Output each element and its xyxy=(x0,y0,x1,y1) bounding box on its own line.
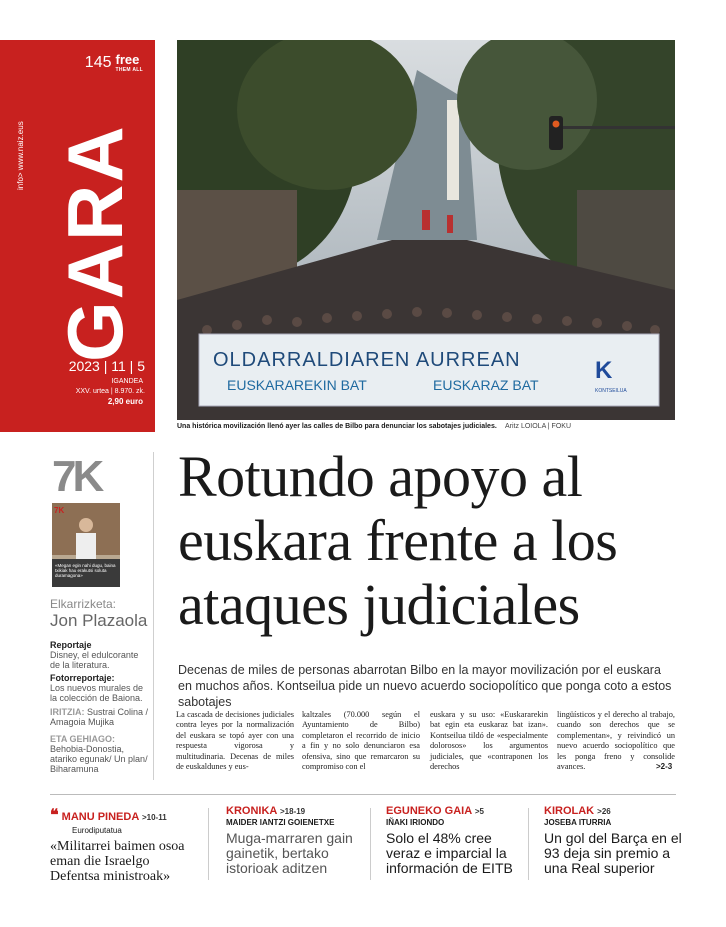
teaser-divider xyxy=(528,808,529,880)
teaser-page-ref: >18-19 xyxy=(280,807,306,816)
7k-logo[interactable]: 7K xyxy=(52,452,101,501)
sidebar-fotorreportaje[interactable] xyxy=(50,673,150,703)
main-subhead: Decenas de miles de personas abarrotan Bilbo en la mayor movilización por el euskara en muchos años. Kontseilua pide un nuevo acuerdo sociopolítico que ponga coto a estos sabotajes xyxy=(178,663,672,709)
sidebar-eta-text: Behobia-Donostia, atariko egunak/ Un plan/ Biharamuna xyxy=(50,744,148,774)
edition-info: XXV. urtea | 8.970. zk. xyxy=(75,388,145,395)
lead-photo xyxy=(177,40,675,420)
teaser-divider xyxy=(208,808,209,880)
article-column: La cascada de decisiones judiciales contra leyes por la normalización del euskara se topó ayer con una respuesta vigorosa y multitudinaria. Decenas de miles de euskaldunes y eus- xyxy=(176,710,294,772)
brand-logo: GARA xyxy=(51,124,139,362)
sidebar-fotorreportaje-title: Fotorreportaje: xyxy=(50,673,115,683)
cover-quote: «Megan egin nahi dugu, baina txikiak hau erakutsi soluta duramagona» xyxy=(55,563,116,578)
teaser-kicker: EGUNEKO GAIA xyxy=(386,805,472,817)
teaser-kicker: KRONIKA xyxy=(226,805,277,817)
teaser-headline: Un gol del Barça en el 93 deja sin premio a una Real superior xyxy=(544,830,682,876)
photo-caption: Una histórica movilización llenó ayer las calles de Bilbo para denunciar los sabotajes judiciales. xyxy=(177,423,497,430)
teaser-sub: MAIDER IANTZI GOIENETXE xyxy=(226,818,335,827)
masthead xyxy=(0,40,155,432)
main-headline[interactable]: Rotundo apoyo al euskara frente a los ataques judiciales xyxy=(178,444,618,637)
magazine-cover-thumbnail[interactable] xyxy=(52,503,120,587)
teaser-kronika[interactable] xyxy=(226,805,366,876)
photo-credit: Aritz LOIOLA | FOKU xyxy=(505,423,572,430)
quote-icon: ❝ xyxy=(50,807,59,824)
teaser-kicker: MANU PINEDA xyxy=(61,811,139,823)
kontseilua-logo-icon: K xyxy=(595,357,613,384)
banner-line2a: EUSKARAREKIN BAT xyxy=(227,377,367,393)
teaser-sub: JOSEBA ITURRIA xyxy=(544,818,612,827)
teaser-page-ref: >10-11 xyxy=(141,813,167,822)
page-jump-link[interactable]: >2-3 xyxy=(656,762,673,771)
teaser-sub: Eurodiputatua xyxy=(72,826,122,835)
teaser-kicker: KIROLAK xyxy=(544,805,595,817)
sidebar-reportaje-title: Reportaje xyxy=(50,640,92,650)
teaser-page-ref: >5 xyxy=(474,807,484,816)
teaser-eguneko-gaia[interactable] xyxy=(386,805,526,876)
free-label: free THEM ALL xyxy=(115,52,143,73)
teaser-page-ref: >26 xyxy=(597,807,611,816)
teaser-kirolak[interactable] xyxy=(544,805,684,876)
banner-line2b: EUSKARAZ BAT xyxy=(433,377,539,393)
weekday: IGANDEA xyxy=(111,378,143,385)
teaser-headline: «Militarrei baimen osoa eman die Israelgo Defentsa ministroak» xyxy=(50,839,185,884)
price: 2,90 euro xyxy=(107,397,143,406)
teaser-divider xyxy=(370,808,371,880)
vertical-divider xyxy=(153,452,154,780)
sidebar-iritzia-text: Sustrai Colina / Amagoia Mujika xyxy=(50,707,149,727)
teaser-headline: Solo el 48% cree veraz e imparcial la información de EITB xyxy=(386,830,513,876)
teaser-manu-pineda[interactable] xyxy=(50,805,200,884)
sidebar-eta-title: ETA GEHIAGO: xyxy=(50,734,115,744)
issue-date: 2023 | 11 | 5 xyxy=(68,358,145,374)
cover-logo: 7K xyxy=(54,506,65,515)
sidebar-iritzia-title: IRITZIA: xyxy=(50,707,85,717)
interview-kicker: Elkarrizketa: xyxy=(50,597,117,611)
article-column: kaltzales (70.000 según el Ayuntamiento de Bilbo) completaron el recorrido de inicio a fin y no solo denunciaron esa ofensiva, sino que remarcaron su compromiso con el xyxy=(302,710,420,772)
issue-number: 145 xyxy=(84,54,112,71)
section-rule xyxy=(50,794,676,795)
website-url[interactable]: info> www.naiz.eus xyxy=(16,121,25,190)
banner-logo-text: KONTSEILUA xyxy=(595,388,627,394)
sidebar-reportaje-text: Disney, el edulcorante de la literatura. xyxy=(50,650,139,670)
sidebar-reportaje[interactable] xyxy=(50,640,150,670)
article-column: lingüísticos y el derecho al trabajo, cuando son derechos que se complementan», y reivindicó un nuevo acuerdo sociopolítico que les ponga freno y consolide avances. xyxy=(557,710,675,772)
teaser-sub: IÑAKI IRIONDO xyxy=(386,818,445,827)
issue-badge xyxy=(85,54,143,76)
banner-line1: OLDARRALDIAREN AURREAN xyxy=(213,349,521,371)
sidebar-eta-gehiago[interactable] xyxy=(50,734,150,774)
teaser-headline: Muga-marraren gain gainetik, bertako istorioak aditzen xyxy=(226,830,353,876)
sidebar-iritzia[interactable] xyxy=(50,707,150,727)
sidebar-fotorreportaje-text: Los nuevos murales de la colección de Baiona. xyxy=(50,683,144,703)
interview-name[interactable]: Jon Plazaola xyxy=(50,611,148,630)
article-column: euskara y su uso: «Euskararekin bat egin eta euskaraz bat izan». Kontseilua tildó de «especialmente dolorosos» los argumentos judiciales, que «contraponen los derechos xyxy=(430,710,548,772)
